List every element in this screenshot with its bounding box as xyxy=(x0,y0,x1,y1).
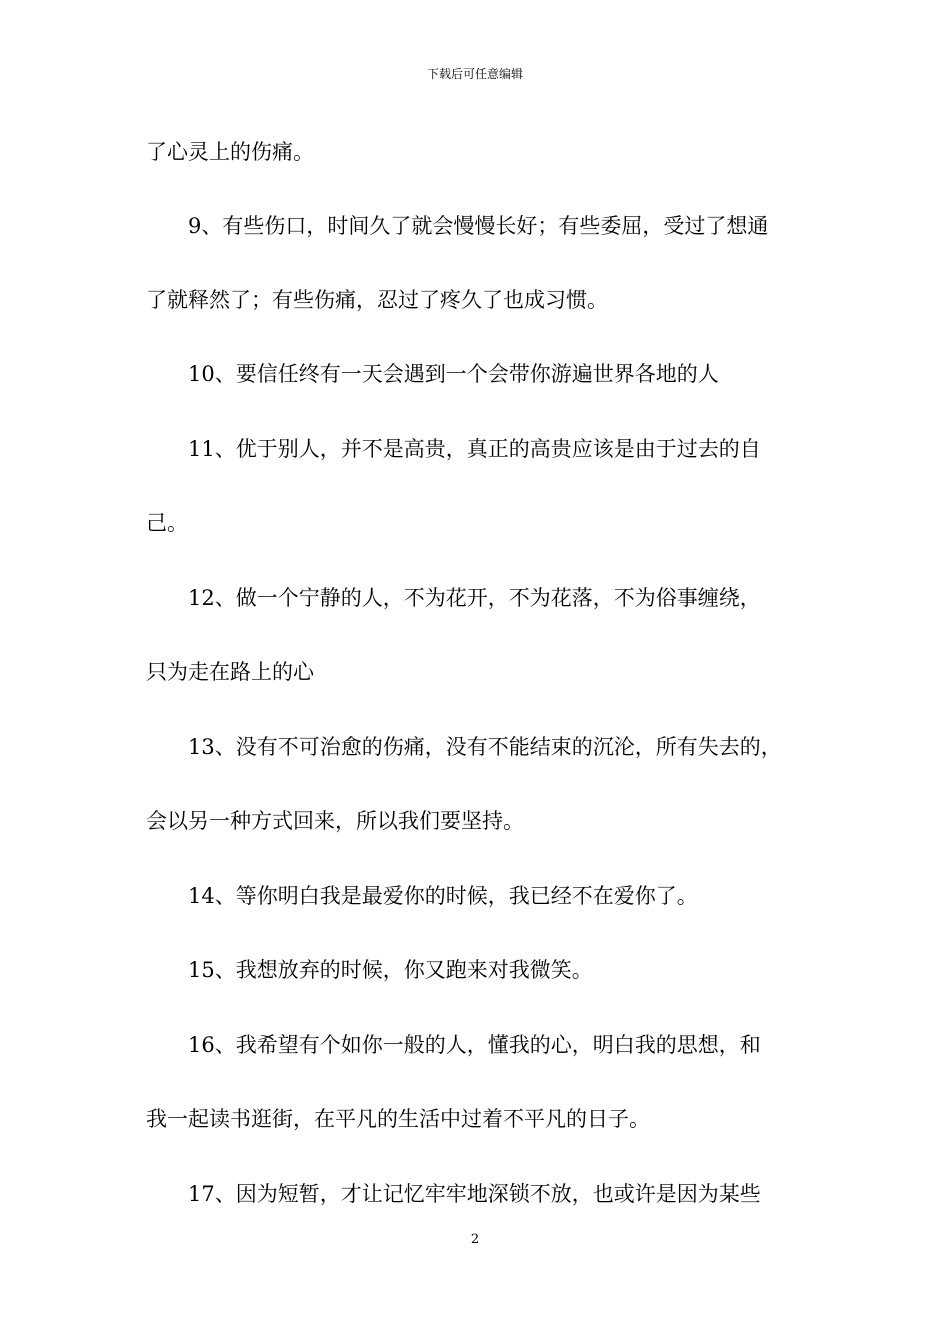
text-line: 了心灵上的伤痛。 xyxy=(146,140,314,164)
text-line: 14、等你明白我是最爱你的时候，我已经不在爱你了。 xyxy=(188,884,698,908)
text-line: 13、没有不可治愈的伤痛，没有不能结束的沉沦，所有失去的， xyxy=(188,735,782,759)
page-header: 下载后可任意编辑 xyxy=(426,67,523,81)
text-line: 16、我希望有个如你一般的人，懂我的心，明白我的思想，和 xyxy=(188,1033,761,1057)
text-line: 了就释然了；有些伤痛，忍过了疼久了也成习惯。 xyxy=(146,288,608,312)
text-line: 9、有些伤口，时间久了就会慢慢长好；有些委屈，受过了想通 xyxy=(188,214,769,238)
page-number: 2 xyxy=(470,1232,480,1247)
text-line: 11、优于别人，并不是高贵，真正的高贵应该是由于过去的自 xyxy=(188,437,761,461)
text-line: 己。 xyxy=(146,511,188,535)
text-line: 10、要信任终有一天会遇到一个会带你游遍世界各地的人 xyxy=(188,362,719,386)
text-line: 只为走在路上的心 xyxy=(146,660,314,684)
text-line: 15、我想放弃的时候，你又跑来对我微笑。 xyxy=(188,958,593,982)
text-line: 12、做一个宁静的人，不为花开，不为花落，不为俗事缠绕， xyxy=(188,586,761,610)
text-line: 会以另一种方式回来，所以我们要坚持。 xyxy=(146,809,524,833)
text-line: 我一起读书逛街，在平凡的生活中过着不平凡的日子。 xyxy=(146,1107,650,1131)
text-line: 17、因为短暂，才让记忆牢牢地深锁不放，也或许是因为某些 xyxy=(188,1182,761,1206)
